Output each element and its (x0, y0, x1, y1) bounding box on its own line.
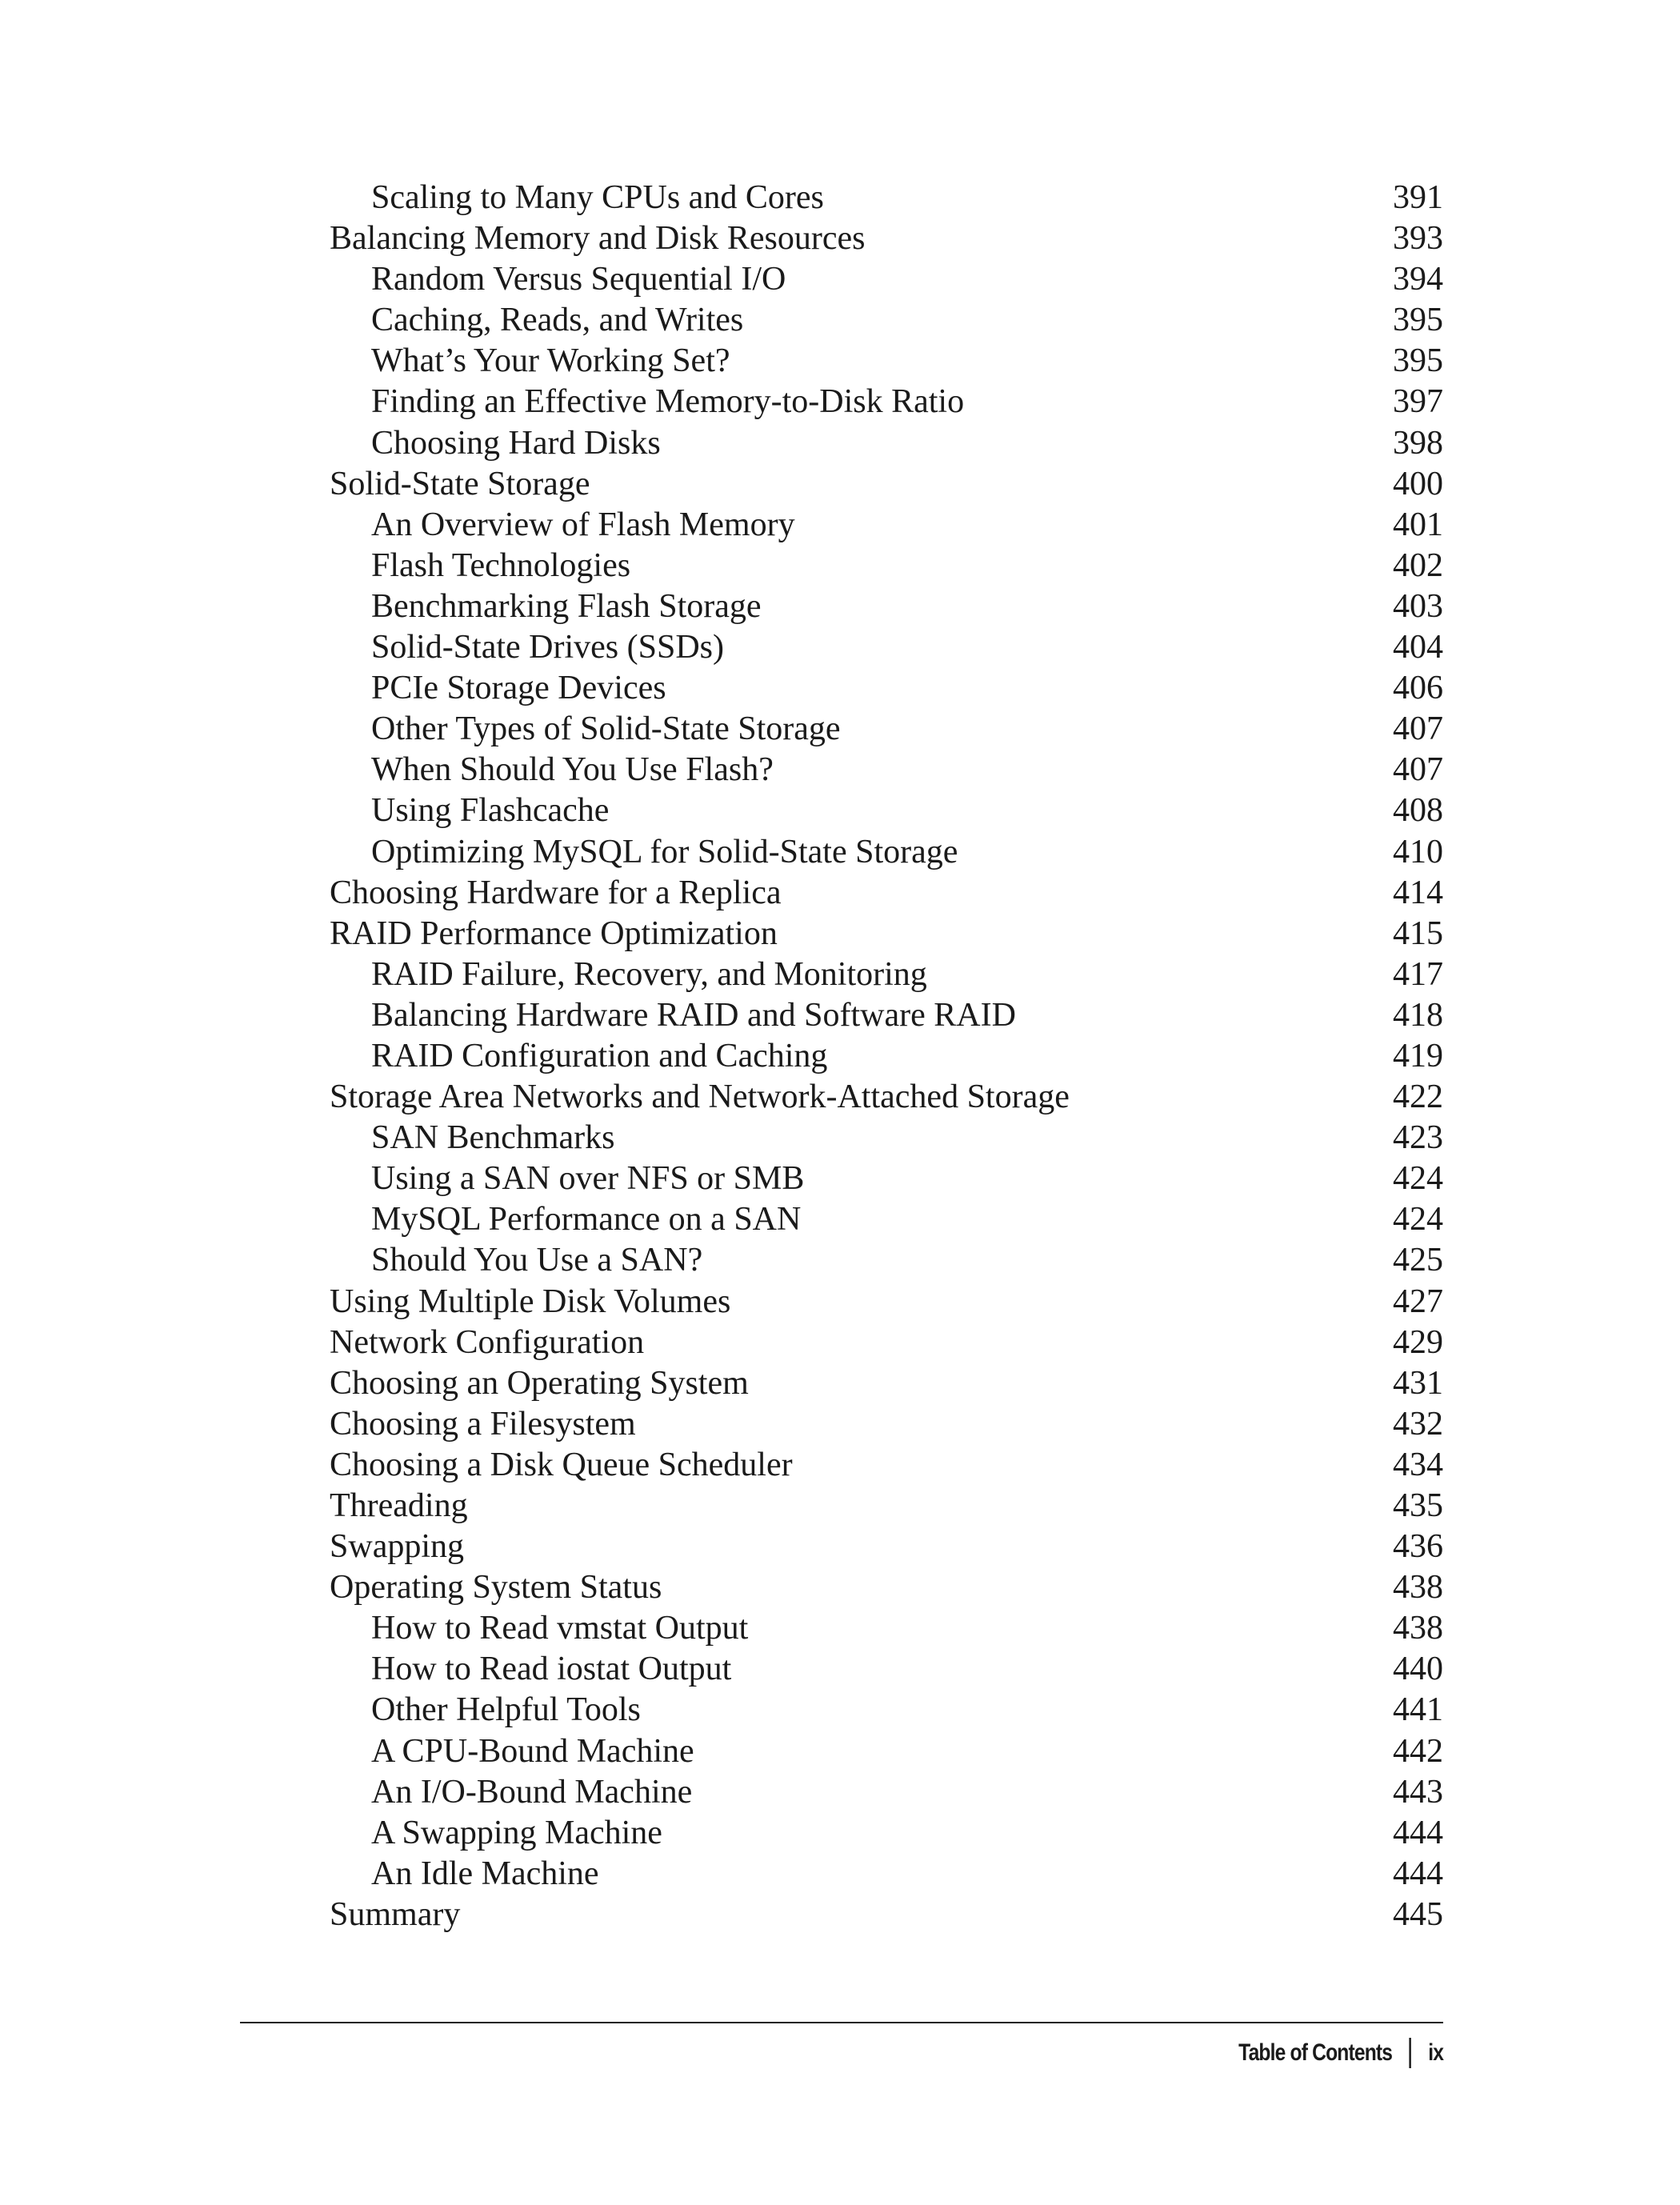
footer-rule (240, 2022, 1443, 2023)
toc-entry[interactable] (330, 1282, 1443, 1323)
toc-entry[interactable] (330, 1077, 1443, 1118)
toc-entry-page: 417 (1393, 955, 1443, 993)
toc-entry-title: What’s Your Working Set? (371, 342, 730, 380)
toc-entry-page: 414 (1393, 874, 1443, 911)
toc-entry-title: Finding an Effective Memory-to-Disk Ratio (371, 383, 965, 421)
toc-entry-title: Choosing an Operating System (330, 1364, 749, 1402)
toc-entry-title: Threading (330, 1487, 468, 1524)
toc-entry-title: Choosing Hard Disks (371, 424, 661, 462)
toc-entry-page: 393 (1393, 220, 1443, 258)
toc-entry[interactable] (330, 259, 1443, 300)
toc-entry[interactable] (330, 546, 1443, 586)
toc-entry[interactable] (330, 1486, 1443, 1527)
toc-entry-title: Solid-State Drives (SSDs) (371, 629, 724, 666)
toc-entry-page: 435 (1393, 1487, 1443, 1524)
toc-entry-page: 394 (1393, 261, 1443, 298)
toc-entry-page: 425 (1393, 1242, 1443, 1279)
toc-entry[interactable] (330, 1567, 1443, 1608)
toc-entry-title: Flash Technologies (371, 546, 631, 584)
toc-entry-title: Solid-State Storage (330, 465, 590, 502)
toc-entry-title: An I/O-Bound Machine (371, 1773, 693, 1811)
toc-entry[interactable] (330, 300, 1443, 341)
toc-entry[interactable] (330, 1731, 1443, 1772)
toc-entry-title: Storage Area Networks and Network-Attached Storage (330, 1078, 1070, 1116)
toc-entry-title: An Idle Machine (371, 1855, 599, 1892)
toc-entry-page: 395 (1393, 342, 1443, 380)
toc-entry[interactable] (330, 1608, 1443, 1649)
toc-entry[interactable] (330, 1363, 1443, 1404)
toc-entry-title: Should You Use a SAN? (371, 1242, 703, 1279)
toc-entry[interactable] (330, 1813, 1443, 1854)
toc-entry[interactable] (330, 1404, 1443, 1445)
toc-entry-page: 440 (1393, 1651, 1443, 1688)
toc-entry-title: A CPU-Bound Machine (371, 1732, 694, 1770)
toc-entry-page: 419 (1393, 1037, 1443, 1074)
toc-entry-title: SAN Benchmarks (371, 1119, 615, 1157)
toc-entry-title: Optimizing MySQL for Solid-State Storage (371, 833, 958, 870)
toc-entry-page: 445 (1393, 1895, 1443, 1933)
toc-entry-page: 398 (1393, 424, 1443, 462)
toc-entry-page: 424 (1393, 1160, 1443, 1198)
toc-entry[interactable] (330, 995, 1443, 1036)
toc-entry-page: 415 (1393, 914, 1443, 952)
page-footer (1238, 2037, 1443, 2069)
toc-entry[interactable] (330, 914, 1443, 954)
toc-entry[interactable] (330, 668, 1443, 709)
toc-entry-title: Choosing a Disk Queue Scheduler (330, 1446, 793, 1483)
toc-entry-page: 410 (1393, 833, 1443, 870)
toc-entry[interactable] (330, 1240, 1443, 1281)
toc-entry-title: Scaling to Many CPUs and Cores (371, 179, 824, 216)
toc-entry-title: Using Flashcache (371, 792, 610, 830)
toc-entry[interactable] (330, 1445, 1443, 1486)
toc-entry-title: Random Versus Sequential I/O (371, 261, 786, 298)
toc-entry[interactable] (330, 790, 1443, 831)
toc-entry-title: Choosing a Filesystem (330, 1405, 636, 1443)
toc-entry-page: 432 (1393, 1405, 1443, 1443)
toc-entry-title: Using Multiple Disk Volumes (330, 1283, 731, 1320)
toc-entry-title: When Should You Use Flash? (371, 751, 774, 789)
toc-entry-title: Network Configuration (330, 1323, 645, 1361)
toc-entry-page: 423 (1393, 1119, 1443, 1157)
toc-entry-page: 436 (1393, 1528, 1443, 1566)
toc-entry-title: RAID Failure, Recovery, and Monitoring (371, 955, 927, 993)
toc-entry-page: 422 (1393, 1078, 1443, 1116)
toc-entry-page: 395 (1393, 302, 1443, 339)
toc-entry-page: 429 (1393, 1323, 1443, 1361)
toc-entry-page: 407 (1393, 710, 1443, 748)
toc-entry[interactable] (330, 178, 1443, 218)
toc-entry[interactable] (330, 1772, 1443, 1813)
toc-entry-page: 431 (1393, 1364, 1443, 1402)
toc-entry-page: 427 (1393, 1283, 1443, 1320)
toc-entry[interactable] (330, 832, 1443, 873)
toc-entry[interactable] (330, 1323, 1443, 1363)
toc-entry-page: 438 (1393, 1569, 1443, 1607)
toc-entry-page: 443 (1393, 1773, 1443, 1811)
toc-entry-title: Balancing Hardware RAID and Software RAID (371, 996, 1016, 1034)
toc-entry-page: 403 (1393, 587, 1443, 625)
toc-entry-page: 397 (1393, 383, 1443, 421)
toc-entry-page: 407 (1393, 751, 1443, 789)
toc-entry[interactable] (330, 1527, 1443, 1567)
toc-entry-title: Swapping (330, 1528, 464, 1566)
toc-entry[interactable] (330, 1199, 1443, 1240)
toc-entry[interactable] (330, 382, 1443, 422)
footer-separator (1409, 2038, 1410, 2068)
toc-entry-title: How to Read iostat Output (371, 1651, 732, 1688)
footer-section-label: Table of Contents (1238, 2039, 1393, 2066)
toc-entry-title: Caching, Reads, and Writes (371, 302, 744, 339)
toc-entry-title: Balancing Memory and Disk Resources (330, 220, 866, 258)
toc-entry[interactable] (330, 954, 1443, 995)
toc-entry-title: Other Types of Solid-State Storage (371, 710, 841, 748)
toc-entry-page: 406 (1393, 670, 1443, 707)
toc-entry-title: Benchmarking Flash Storage (371, 587, 762, 625)
toc-entry[interactable] (330, 218, 1443, 259)
toc-entry-title: Operating System Status (330, 1569, 662, 1607)
toc-entry-title: RAID Configuration and Caching (371, 1037, 828, 1074)
toc-entry[interactable] (330, 1649, 1443, 1690)
toc-entry[interactable] (330, 627, 1443, 668)
toc-entry[interactable] (330, 505, 1443, 546)
toc-entry-page: 438 (1393, 1610, 1443, 1647)
toc-entry[interactable] (330, 750, 1443, 790)
toc-entry-page: 424 (1393, 1201, 1443, 1239)
toc-entry[interactable] (330, 1895, 1443, 1935)
toc-entry[interactable] (330, 1036, 1443, 1077)
toc-entry-page: 408 (1393, 792, 1443, 830)
toc-entry[interactable] (330, 1690, 1443, 1731)
toc-entry-page: 401 (1393, 506, 1443, 543)
toc-entry[interactable] (330, 341, 1443, 382)
toc-entry[interactable] (330, 1118, 1443, 1159)
toc-entry[interactable] (330, 873, 1443, 914)
toc-entry-page: 391 (1393, 179, 1443, 216)
toc-entry[interactable] (330, 586, 1443, 627)
toc-entry-title: Summary (330, 1895, 461, 1933)
toc-entry-page: 444 (1393, 1855, 1443, 1892)
toc-entry-page: 441 (1393, 1691, 1443, 1729)
toc-entry[interactable] (330, 464, 1443, 505)
toc-entry-title: MySQL Performance on a SAN (371, 1201, 802, 1239)
toc-entry-title: How to Read vmstat Output (371, 1610, 749, 1647)
toc-entry-title: A Swapping Machine (371, 1814, 662, 1851)
toc-entry-page: 434 (1393, 1446, 1443, 1483)
toc-entry[interactable] (330, 709, 1443, 750)
toc-entry-title: Other Helpful Tools (371, 1691, 641, 1729)
toc-entry[interactable] (330, 1159, 1443, 1199)
toc-entry-title: Using a SAN over NFS or SMB (371, 1160, 805, 1198)
toc-entry[interactable] (330, 1854, 1443, 1895)
toc-entry[interactable] (330, 423, 1443, 464)
table-of-contents (330, 178, 1443, 1935)
toc-entry-page: 402 (1393, 546, 1443, 584)
toc-entry-page: 444 (1393, 1814, 1443, 1851)
toc-entry-title: PCIe Storage Devices (371, 670, 666, 707)
toc-entry-page: 442 (1393, 1732, 1443, 1770)
toc-entry-page: 400 (1393, 465, 1443, 502)
toc-entry-page: 404 (1393, 629, 1443, 666)
toc-entry-title: RAID Performance Optimization (330, 914, 778, 952)
toc-entry-title: An Overview of Flash Memory (371, 506, 795, 543)
toc-entry-page: 418 (1393, 996, 1443, 1034)
toc-entry-title: Choosing Hardware for a Replica (330, 874, 782, 911)
footer-page-number: ix (1428, 2039, 1443, 2066)
